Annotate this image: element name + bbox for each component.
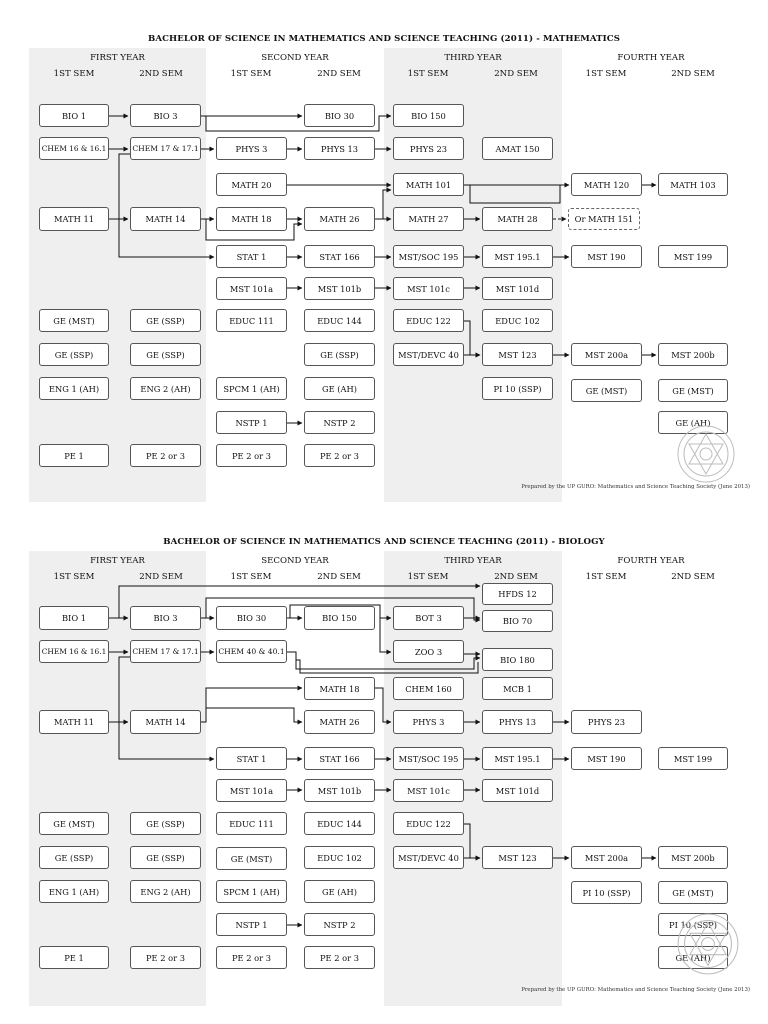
- year-header: THIRD YEAR: [444, 556, 502, 566]
- course-box: ENG 1 (AH): [39, 880, 109, 903]
- course-box: GE (SSP): [130, 812, 201, 835]
- course-box: GE (MST): [658, 379, 728, 402]
- course-box: PE 1: [39, 946, 109, 969]
- course-box: MST 101a: [216, 779, 287, 802]
- course-box: BIO 180: [482, 648, 553, 671]
- course-box: MST 195.1: [482, 245, 553, 268]
- sem-header: 2ND SEM: [494, 69, 538, 79]
- course-box: BIO 150: [393, 104, 464, 127]
- course-box: MATH 103: [658, 173, 728, 196]
- course-box: MST 101c: [393, 277, 464, 300]
- year-header: FIRST YEAR: [90, 53, 145, 63]
- course-box: NSTP 2: [304, 411, 375, 434]
- course-box: PE 2 or 3: [304, 444, 375, 467]
- course-box: PHYS 3: [393, 710, 464, 734]
- course-box: MST 199: [658, 747, 728, 770]
- course-box: MATH 26: [304, 710, 375, 734]
- sem-header: 1ST SEM: [230, 572, 272, 582]
- course-box: MST 101b: [304, 277, 375, 300]
- course-box: MATH 101: [393, 173, 464, 196]
- course-box: MATH 26: [304, 207, 375, 231]
- course-box: PHYS 13: [482, 710, 553, 734]
- course-box: GE (MST): [39, 309, 109, 332]
- course-box: ENG 2 (AH): [130, 880, 201, 903]
- course-box: EDUC 122: [393, 309, 464, 332]
- sem-header: 1ST SEM: [53, 69, 95, 79]
- course-box: MST 200a: [571, 846, 642, 869]
- course-box: BIO 3: [130, 104, 201, 127]
- course-box: MATH 18: [304, 677, 375, 700]
- course-box: CHEM 16 & 16.1: [39, 640, 109, 663]
- course-box: EDUC 144: [304, 812, 375, 835]
- course-box: ENG 1 (AH): [39, 377, 109, 400]
- course-box: BIO 150: [304, 606, 375, 630]
- course-box: BOT 3: [393, 606, 464, 630]
- sem-header: 1ST SEM: [407, 572, 449, 582]
- year-header: FOURTH YEAR: [617, 556, 685, 566]
- year-header: SECOND YEAR: [261, 53, 329, 63]
- course-box: MATH 20: [216, 173, 287, 196]
- course-box: MATH 27: [393, 207, 464, 231]
- course-box: MST 200b: [658, 343, 728, 366]
- course-box: GE (AH): [658, 411, 728, 434]
- course-box: GE (SSP): [130, 343, 201, 366]
- course-box: STAT 166: [304, 245, 375, 268]
- society-seal-icon: [676, 424, 736, 484]
- course-box: CHEM 40 & 40.1: [216, 640, 287, 663]
- page-title: BACHELOR OF SCIENCE IN MATHEMATICS AND SCIENCE TEACHING (2011) - MATHEMATICS: [147, 34, 621, 44]
- course-box: MST 101d: [482, 779, 553, 802]
- course-box: MST/DEVC 40: [393, 343, 464, 366]
- course-box: BIO 3: [130, 606, 201, 630]
- course-box: GE (MST): [658, 881, 728, 904]
- course-box: CHEM 17 & 17.1: [130, 640, 201, 663]
- course-box: PHYS 3: [216, 137, 287, 160]
- sem-header: 1ST SEM: [230, 69, 272, 79]
- year-header: FOURTH YEAR: [617, 53, 685, 63]
- course-box: PI 10 (SSP): [571, 881, 642, 904]
- sem-header: 2ND SEM: [671, 572, 715, 582]
- course-box: PE 1: [39, 444, 109, 467]
- course-box: PE 2 or 3: [216, 444, 287, 467]
- course-box: EDUC 102: [482, 309, 553, 332]
- course-box: MST 195.1: [482, 747, 553, 770]
- course-box: NSTP 2: [304, 913, 375, 936]
- course-box: MST 200a: [571, 343, 642, 366]
- footer-credit: Prepared by the UP GURO: Mathematics and Science Teaching Society (June 2013): [521, 484, 750, 490]
- course-box: MST/DEVC 40: [393, 846, 464, 869]
- course-box: PE 2 or 3: [130, 946, 201, 969]
- course-box: MST 101c: [393, 779, 464, 802]
- course-box: PHYS 23: [571, 710, 642, 734]
- course-box: CHEM 160: [393, 677, 464, 700]
- course-box: GE (AH): [658, 946, 728, 969]
- course-box: EDUC 122: [393, 812, 464, 835]
- course-box: NSTP 1: [216, 913, 287, 936]
- course-box: MATH 14: [130, 710, 201, 734]
- sem-header: 1ST SEM: [407, 69, 449, 79]
- course-box: STAT 1: [216, 747, 287, 770]
- course-box: MATH 11: [39, 710, 109, 734]
- sem-header: 2ND SEM: [139, 572, 183, 582]
- course-box: MST 123: [482, 343, 553, 366]
- course-box: SPCM 1 (AH): [216, 377, 287, 400]
- course-box-optional: Or MATH 151: [568, 208, 640, 230]
- course-box: EDUC 102: [304, 846, 375, 869]
- course-box: GE (SSP): [130, 309, 201, 332]
- course-box: HFDS 12: [482, 583, 553, 605]
- course-box: EDUC 111: [216, 812, 287, 835]
- course-box: MST 190: [571, 245, 642, 268]
- sem-header: 2ND SEM: [139, 69, 183, 79]
- course-box: PHYS 13: [304, 137, 375, 160]
- course-box: SPCM 1 (AH): [216, 880, 287, 903]
- sem-header: 1ST SEM: [585, 572, 627, 582]
- course-box: PI 10 (SSP): [658, 913, 728, 936]
- course-box: MST 101a: [216, 277, 287, 300]
- sem-header: 2ND SEM: [317, 69, 361, 79]
- footer-credit: Prepared by the UP GURO: Mathematics and Science Teaching Society (June 2013): [521, 987, 750, 993]
- course-box: GE (MST): [571, 379, 642, 402]
- course-box: MST 200b: [658, 846, 728, 869]
- course-box: STAT 166: [304, 747, 375, 770]
- course-box: PI 10 (SSP): [482, 377, 553, 400]
- course-box: CHEM 16 & 16.1: [39, 137, 109, 160]
- course-box: GE (AH): [304, 880, 375, 903]
- course-box: NSTP 1: [216, 411, 287, 434]
- course-box: BIO 70: [482, 610, 553, 632]
- society-seal-icon: [676, 912, 740, 976]
- course-box: PHYS 23: [393, 137, 464, 160]
- course-box: ENG 2 (AH): [130, 377, 201, 400]
- course-box: MST 101b: [304, 779, 375, 802]
- course-box: STAT 1: [216, 245, 287, 268]
- course-box: GE (MST): [39, 812, 109, 835]
- course-box: MST 101d: [482, 277, 553, 300]
- course-box: AMAT 150: [482, 137, 553, 160]
- course-box: MST 123: [482, 846, 553, 869]
- course-box: GE (SSP): [304, 343, 375, 366]
- sem-header: 1ST SEM: [585, 69, 627, 79]
- course-box: PE 2 or 3: [130, 444, 201, 467]
- page-title: BACHELOR OF SCIENCE IN MATHEMATICS AND SCIENCE TEACHING (2011) - BIOLOGY: [163, 537, 605, 547]
- year-header: FIRST YEAR: [90, 556, 145, 566]
- course-box: MST 190: [571, 747, 642, 770]
- course-box: EDUC 144: [304, 309, 375, 332]
- course-box: MCB 1: [482, 677, 553, 700]
- course-box: GE (SSP): [39, 846, 109, 869]
- course-box: MST/SOC 195: [393, 245, 464, 268]
- course-box: MST/SOC 195: [393, 747, 464, 770]
- course-box: BIO 1: [39, 606, 109, 630]
- course-box: MATH 28: [482, 207, 553, 231]
- course-box: GE (MST): [216, 847, 287, 870]
- course-box: PE 2 or 3: [216, 946, 287, 969]
- course-box: MATH 14: [130, 207, 201, 231]
- course-box: MATH 11: [39, 207, 109, 231]
- course-box: MATH 18: [216, 207, 287, 231]
- course-box: GE (AH): [304, 377, 375, 400]
- sem-header: 2ND SEM: [494, 572, 538, 582]
- year-header: THIRD YEAR: [444, 53, 502, 63]
- course-box: ZOO 3: [393, 640, 464, 663]
- sem-header: 2ND SEM: [317, 572, 361, 582]
- course-box: MST 199: [658, 245, 728, 268]
- course-box: BIO 30: [304, 104, 375, 127]
- course-box: CHEM 17 & 17.1: [130, 137, 201, 160]
- sem-header: 1ST SEM: [53, 572, 95, 582]
- course-box: BIO 30: [216, 606, 287, 630]
- course-box: GE (SSP): [39, 343, 109, 366]
- course-box: BIO 1: [39, 104, 109, 127]
- course-box: GE (SSP): [130, 846, 201, 869]
- year-header: SECOND YEAR: [261, 556, 329, 566]
- course-box: PE 2 or 3: [304, 946, 375, 969]
- course-box: EDUC 111: [216, 309, 287, 332]
- course-box: MATH 120: [571, 173, 642, 196]
- sem-header: 2ND SEM: [671, 69, 715, 79]
